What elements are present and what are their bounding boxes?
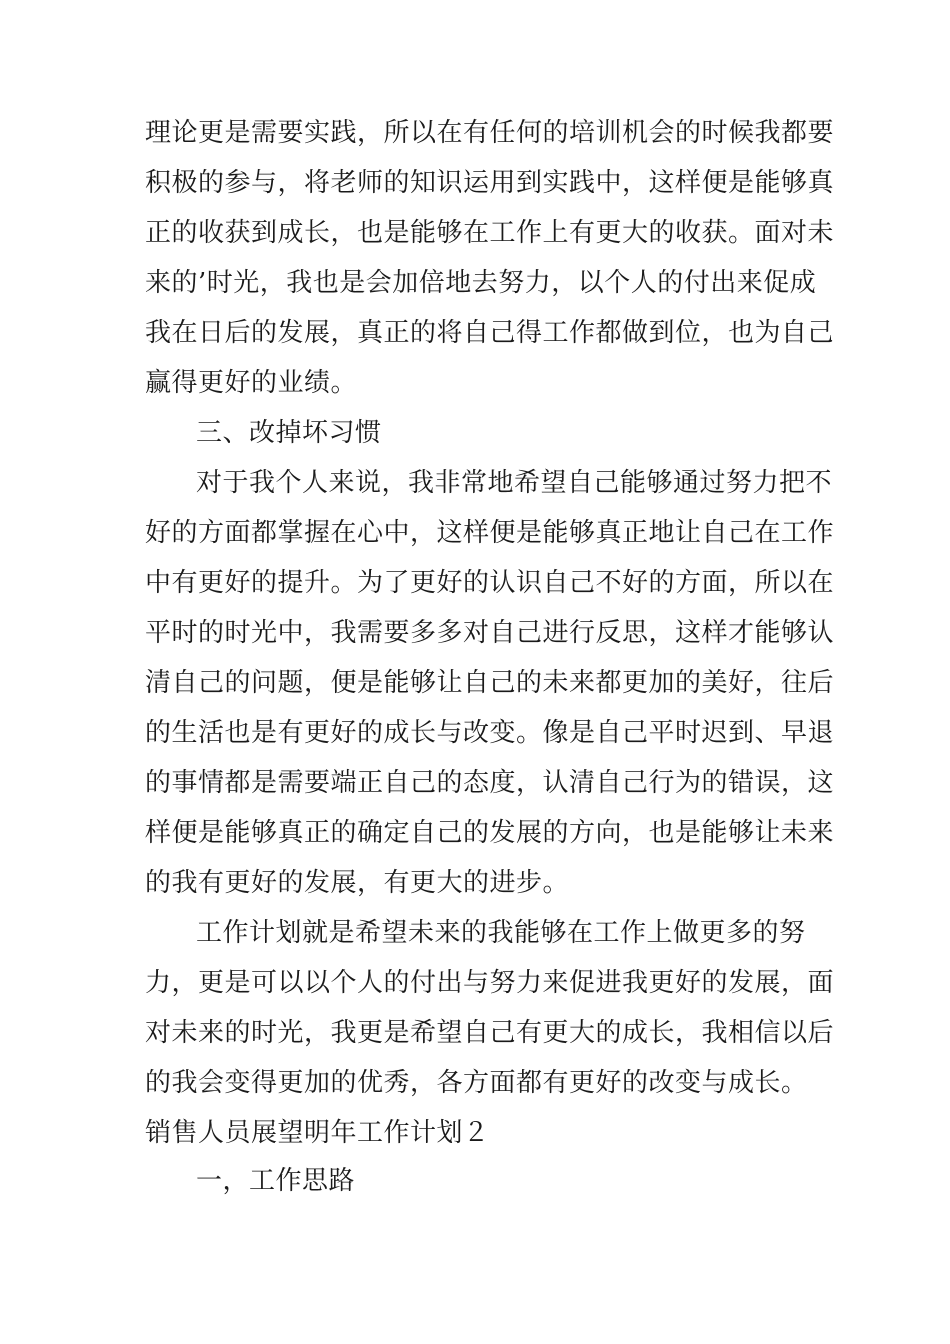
paragraph-line: 对于我个人来说，我非常地希望自己能够通过努力把不: [196, 468, 833, 498]
paragraph-line: 来的’时光，我也是会加倍地去努力，以个人的付出来促成: [145, 268, 817, 298]
paragraph-line: 的事情都是需要端正自己的态度，认清自己行为的错误，这: [145, 768, 835, 798]
paragraph-line: 理论更是需要实践，所以在有任何的培训机会的时候我都要: [145, 118, 835, 148]
paragraph-line: 对未来的时光，我更是希望自己有更大的成长，我相信以后: [145, 1018, 835, 1048]
paragraph-line: 力，更是可以以个人的付出与努力来促进我更好的发展，面: [145, 968, 835, 998]
paragraph-line: 工作计划就是希望未来的我能够在工作上做更多的努: [196, 918, 806, 948]
paragraph-line: 平时的时光中，我需要多多对自己进行反思，这样才能够认: [145, 618, 835, 648]
paragraph-line: 好的方面都掌握在心中，这样便是能够真正地让自己在工作: [145, 518, 835, 548]
paragraph-line: 我在日后的发展，真正的将自己得工作都做到位，也为自己: [145, 318, 835, 348]
paragraph-line: 清自己的问题，便是能够让自己的未来都更加的美好，往后: [145, 668, 835, 698]
paragraph-line: 的我有更好的发展，有更大的进步。: [145, 868, 570, 898]
paragraph-line: 的我会变得更加的优秀，各方面都有更好的改变与成长。: [145, 1068, 808, 1098]
paragraph-line: 赢得更好的业绩。: [145, 368, 358, 398]
paragraph-line: 积极的参与，将老师的知识运用到实践中，这样便是能够真: [145, 168, 835, 198]
document-title: 销售人员展望明年工作计划２: [145, 1118, 490, 1148]
section-heading: 一，工作思路: [196, 1166, 356, 1196]
paragraph-line: 样便是能够真正的确定自己的发展的方向，也是能够让未来: [145, 818, 835, 848]
paragraph-line: 中有更好的提升。为了更好的认识自己不好的方面，所以在: [145, 568, 835, 598]
paragraph-line: 的生活也是有更好的成长与改变。像是自己平时迟到、早退: [145, 718, 835, 748]
paragraph-line: 正的收获到成长，也是能够在工作上有更大的收获。面对未: [145, 218, 835, 248]
section-heading: 三、改掉坏习惯: [196, 418, 382, 448]
